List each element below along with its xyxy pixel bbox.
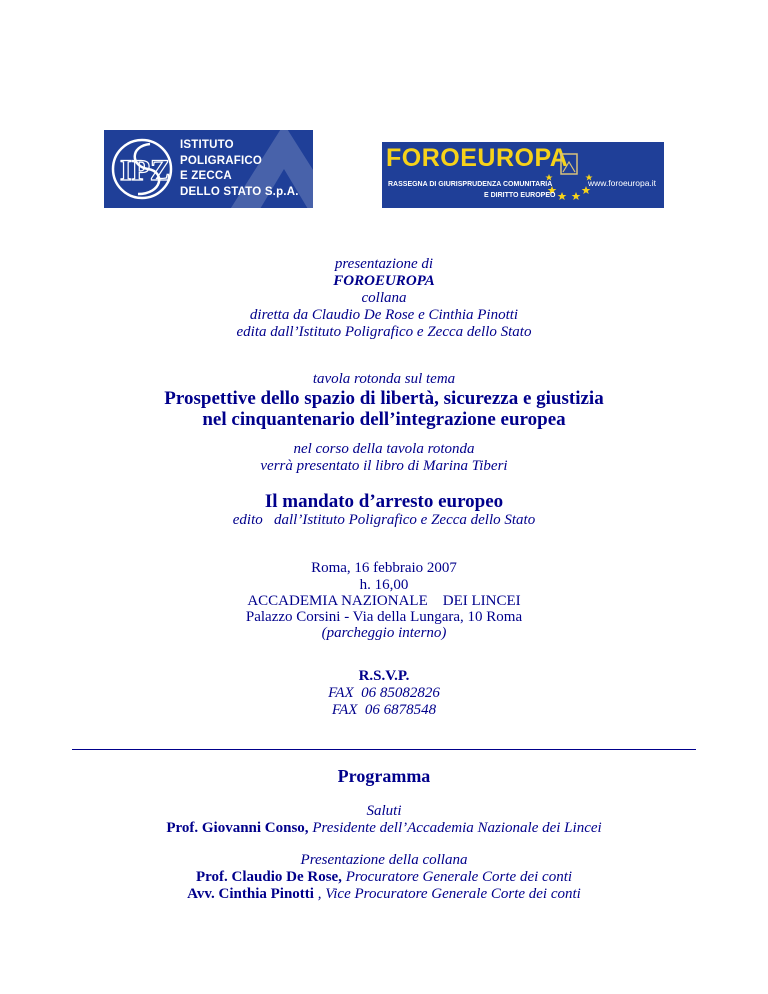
section-divider <box>72 749 696 750</box>
intro-series-label: collana <box>361 290 407 306</box>
svg-text:IPZ: IPZ <box>120 154 171 187</box>
intro-presentation-of: presentazione di <box>334 256 434 272</box>
programme-speaker-pinotti <box>0 886 768 903</box>
programme-section-series-presentation: Presentazione della collana <box>300 852 468 868</box>
foroeuropa-logo-url: www.foroeuropa.it <box>588 178 657 188</box>
programme-speaker-de-rose <box>0 869 768 886</box>
programme-heading: Programma <box>337 766 431 786</box>
ipzs-name <box>180 138 299 200</box>
round-table-label: tavola rotonda sul tema <box>312 371 456 387</box>
event-date: Roma, 16 febbraio 2007 <box>311 560 457 576</box>
book-publisher: edito dall’Istituto Poligrafico e Zecca dello Stato <box>232 512 536 528</box>
speaker-name: Prof. Giovanni Conso, <box>166 820 309 836</box>
speaker-name: Avv. Cinthia Pinotti <box>187 886 314 902</box>
round-table-title-line-1: Prospettive dello spazio di libertà, sicurezza e giustizia <box>164 388 604 409</box>
intro-published-by: edita dall’Istituto Poligrafico e Zecca dello Stato <box>236 324 532 340</box>
ipzs-monogram-icon <box>110 136 174 202</box>
ipzs-name-line1: ISTITUTO <box>180 139 234 151</box>
event-address: Palazzo Corsini - Via della Lungara, 10 Roma <box>245 609 523 625</box>
event-venue: ACCADEMIA NAZIONALE DEI LINCEI <box>247 593 521 609</box>
round-table-title-line-2: nel cinquantenario dell’integrazione europea <box>202 409 566 430</box>
rsvp-fax-1: FAX 06 85082826 <box>328 685 440 701</box>
foroeuropa-logo <box>382 142 664 208</box>
speaker-name: Prof. Claudio De Rose, <box>195 869 342 885</box>
foroeuropa-logo-subtitle-1: RASSEGNA DI GIURISPRUDENZA COMUNITARIA <box>388 181 553 188</box>
ipzs-name-line4: DELLO STATO S.p.A. <box>180 185 299 198</box>
foroeuropa-logo-title: FOROEUROPA <box>386 144 569 172</box>
event-parking-note: (parcheggio interno) <box>321 625 447 641</box>
programme-section-greetings: Saluti <box>366 803 402 819</box>
ipzs-name-line3: E ZECCA <box>180 170 232 182</box>
speaker-role: Presidente dell’Accademia Nazionale dei Lincei <box>312 820 602 836</box>
programme-speaker-conso <box>0 820 768 837</box>
ipzs-name-line2: POLIGRAFICO <box>180 154 263 167</box>
intro-series-name: FOROEUROPA <box>333 273 435 289</box>
round-table-note-line-1: nel corso della tavola rotonda <box>293 441 475 457</box>
rsvp-fax-2: FAX 06 6878548 <box>331 702 437 718</box>
book-title: Il mandato d’arresto europeo <box>264 491 504 512</box>
intro-directed-by: diretta da Claudio De Rose e Cinthia Pinotti <box>249 307 519 323</box>
event-time: h. 16,00 <box>359 577 409 593</box>
speaker-role: Procuratore Generale Corte dei conti <box>345 869 573 885</box>
speaker-role: , Vice Procuratore Generale Corte dei conti <box>313 886 581 902</box>
rsvp-label: R.S.V.P. <box>358 668 410 684</box>
ipzs-logo <box>104 130 313 208</box>
foroeuropa-logo-subtitle-2: E DIRITTO EUROPEO <box>484 192 556 199</box>
round-table-note-line-2: verrà presentato il libro di Marina Tiberi <box>260 458 508 474</box>
